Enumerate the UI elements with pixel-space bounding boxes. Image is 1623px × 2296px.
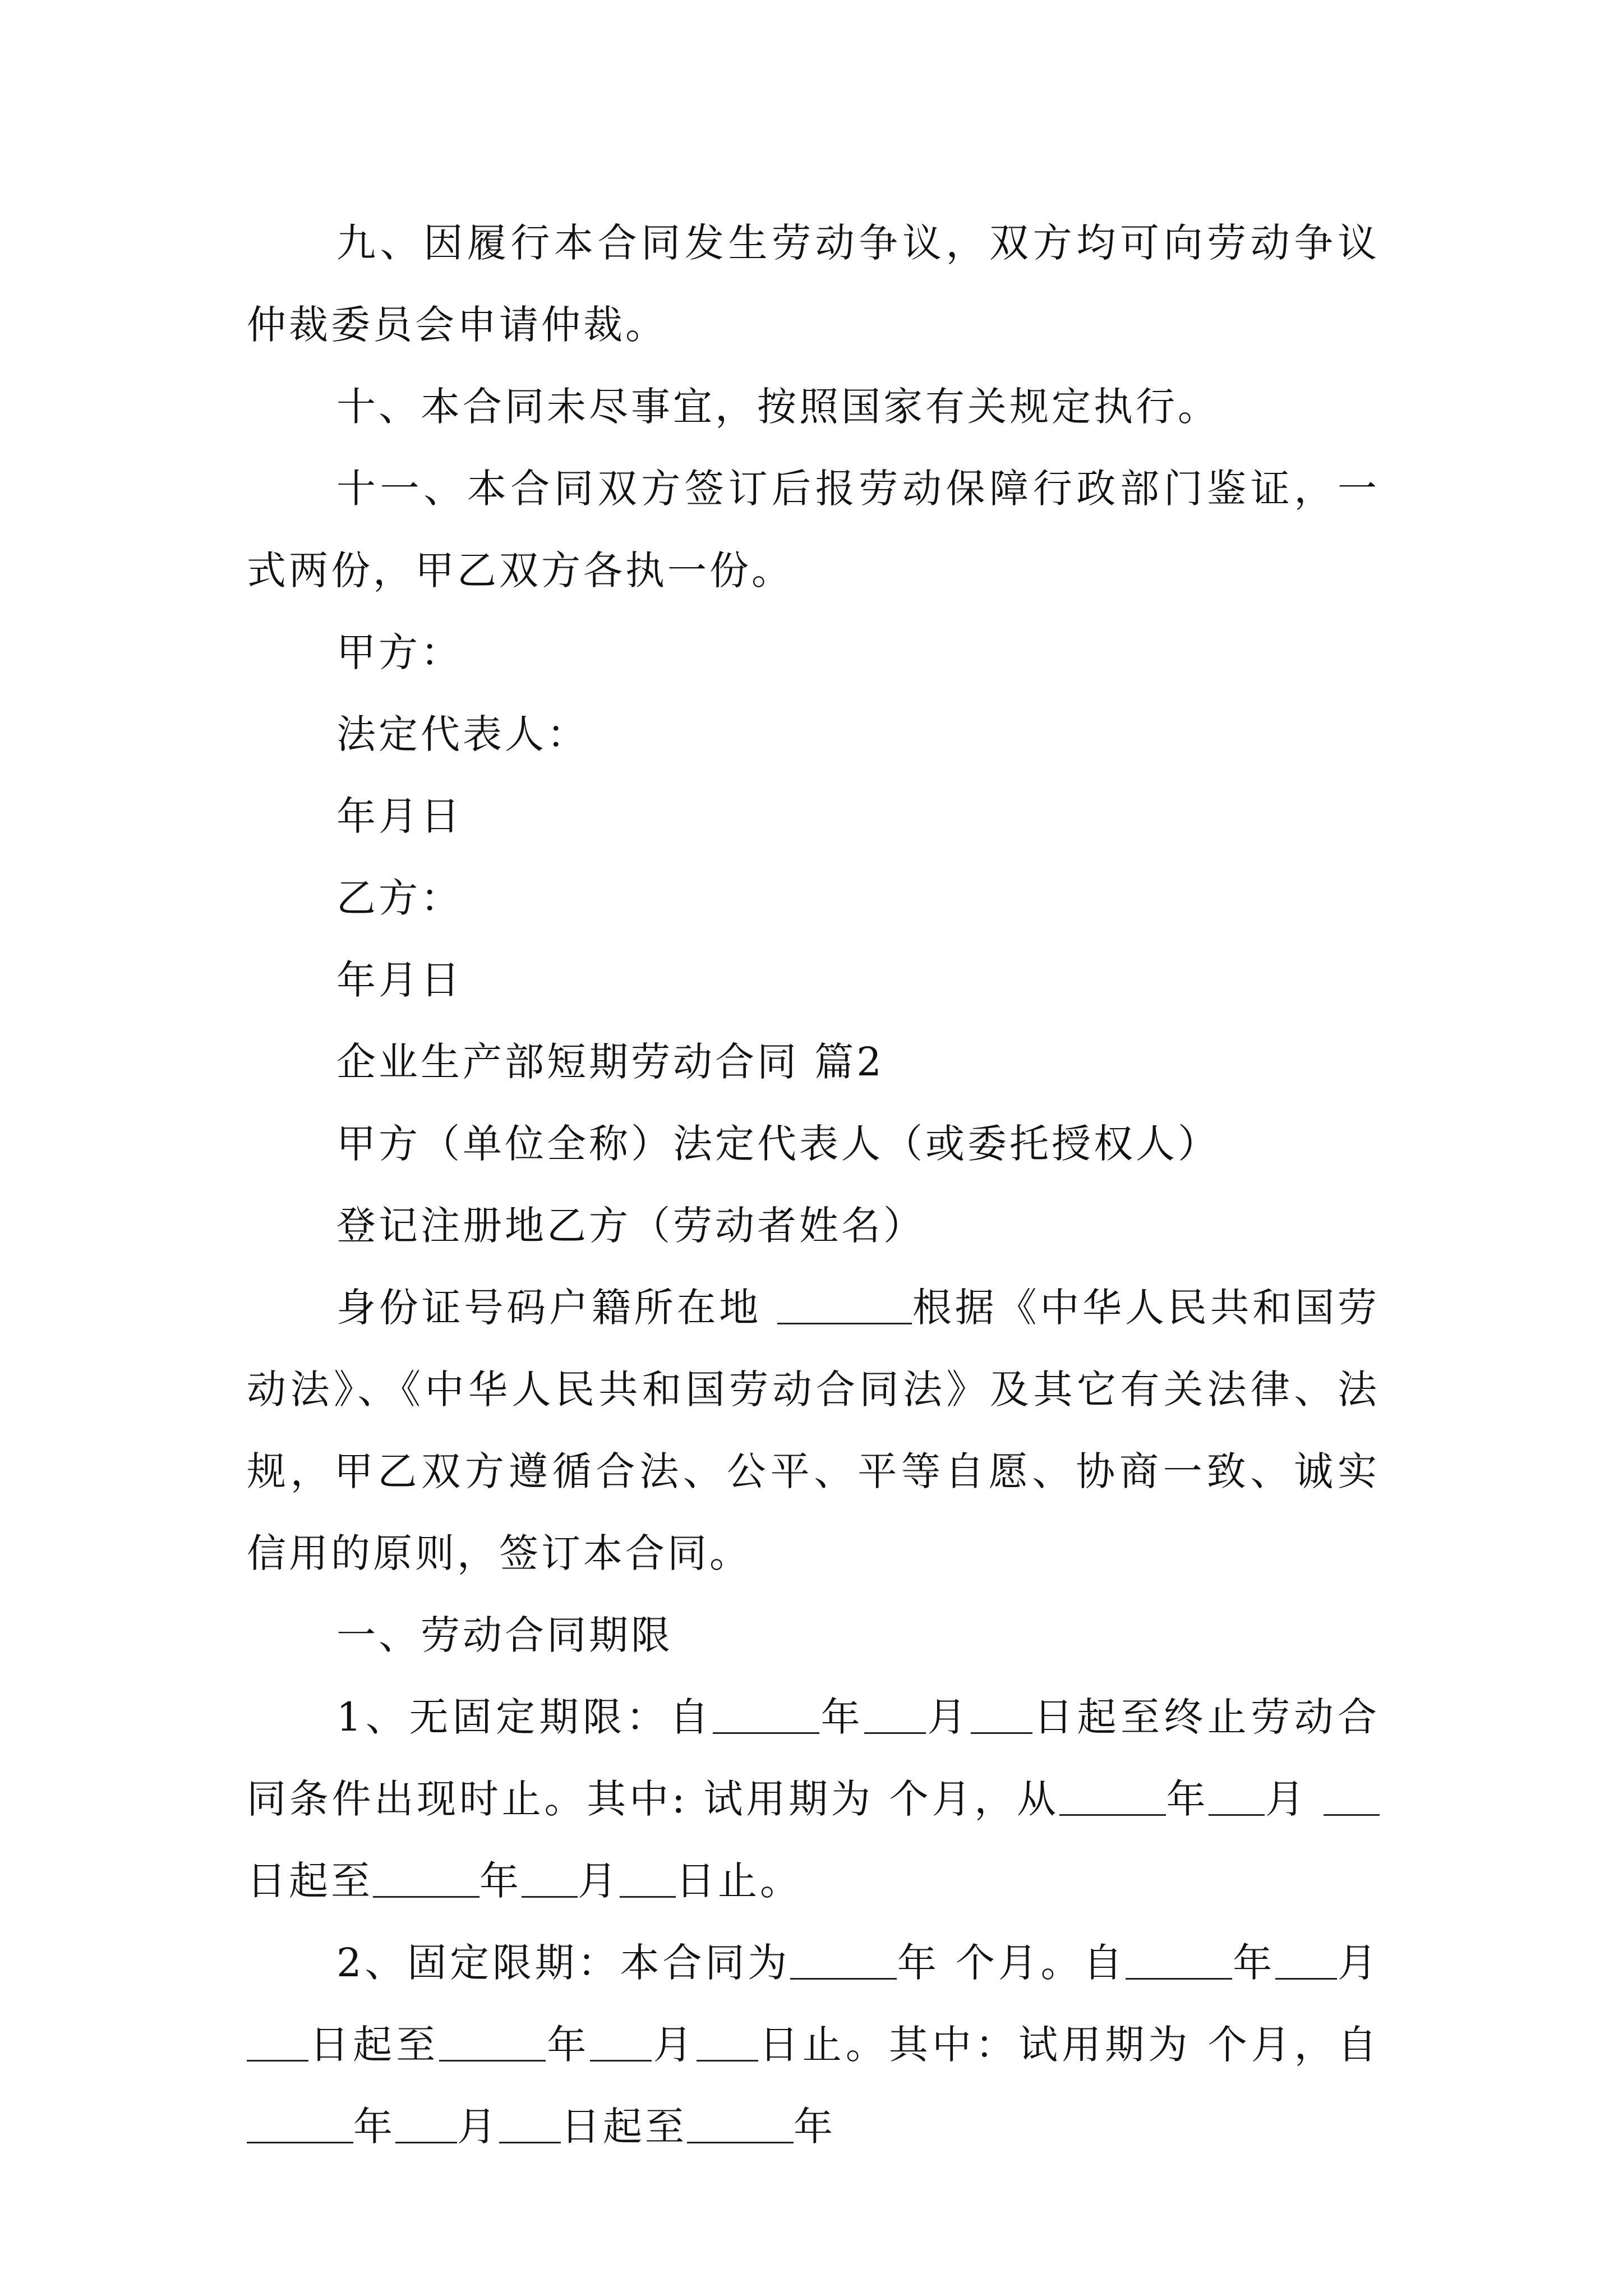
party-b-label: 乙方：: [336, 875, 463, 921]
term-text: 年: [794, 2104, 836, 2150]
party-b-info: 登记注册地乙方（劳动者姓名）: [336, 1203, 925, 1249]
clause-10-unspecified-matters: [247, 366, 1380, 448]
day-blank: [971, 1699, 1032, 1734]
day-blank: [697, 2026, 758, 2062]
year-blank: [687, 2108, 794, 2143]
year-blank: [1126, 1944, 1232, 1980]
month-blank: [864, 1699, 926, 1734]
year-blank: [439, 2026, 546, 2062]
term-text: 日起至: [561, 2104, 687, 2150]
day-blank: [1324, 1780, 1380, 1816]
term-text: 月: [925, 1694, 971, 1740]
party-a-signature-label: [247, 611, 1380, 693]
year-blank: [713, 1699, 819, 1734]
term-text: 日起至: [247, 1858, 373, 1904]
legal-representative-label: [247, 693, 1380, 775]
month-blank: [522, 1862, 578, 1898]
term-text: 1、无固定期限：自: [336, 1694, 713, 1740]
date-label: 年月日: [336, 957, 463, 1003]
month-blank: [590, 2026, 652, 2062]
contract-page: [247, 202, 1380, 2168]
date-label: 年月日: [336, 793, 463, 839]
term-text: 年: [819, 1694, 864, 1740]
term-text: 月: [457, 2104, 499, 2150]
term-text: 日止。其中：试用期为 个月，自: [758, 2022, 1380, 2068]
term-text: 月: [1337, 1940, 1380, 1986]
registration-party-b-line: [247, 1185, 1380, 1267]
preamble-paragraph: [247, 1267, 1380, 1594]
party-a-label: 甲方：: [336, 629, 463, 675]
legal-rep-label: 法定代表人：: [336, 711, 589, 757]
year-blank: [1059, 1780, 1166, 1816]
term-text: 年: [353, 2104, 395, 2150]
section-1-contract-term: [247, 1594, 1380, 1676]
party-b-date-label: [247, 939, 1380, 1021]
term-text: 年 个月。自: [897, 1940, 1126, 1986]
year-blank: [247, 2108, 353, 2143]
id-residence-label: 身份证号码户籍所在地: [336, 1285, 778, 1331]
party-b-signature-label: [247, 857, 1380, 939]
term-text: 日起至终止劳动合同条件出现时止。其中: 试用期为 个月，从: [247, 1694, 1380, 1822]
residence-blank: [777, 1289, 912, 1324]
section-heading-contract-2: [247, 1021, 1380, 1103]
preamble-text: 根据《中华人民共和国劳动法》、《中华人民共和国劳动合同法》及其它有关法律、法规，甲乙双方遵循合法、公平、平等自愿、协商一致、诚实信用的原则，签订本合同。: [247, 1285, 1380, 1576]
term-text: 月: [1265, 1776, 1324, 1822]
duration-blank: [790, 1944, 897, 1980]
year-blank: [373, 1862, 479, 1898]
day-blank: [620, 1862, 676, 1898]
term-text: 日起至: [308, 2022, 440, 2068]
party-a-info: 甲方（单位全称）法定代表人（或委托授权人）: [336, 1121, 1220, 1167]
term-text: 年: [546, 2022, 591, 2068]
month-blank: [395, 2108, 457, 2143]
day-blank: [499, 2108, 561, 2143]
clause-11-copies: [247, 448, 1380, 611]
term-text: 2、固定限期：本合同为: [336, 1940, 791, 1986]
term-text: 年: [479, 1858, 522, 1904]
term-text: 年: [1165, 1776, 1209, 1822]
day-blank: [247, 2026, 308, 2062]
party-a-info-line: [247, 1103, 1380, 1185]
clause-text: 十、本合同未尽事宜，按照国家有关规定执行。: [336, 384, 1220, 430]
term-text: 日止。: [676, 1858, 802, 1904]
section-title: 企业生产部短期劳动合同 篇2: [336, 1039, 884, 1085]
term-text: 月: [578, 1858, 620, 1904]
month-blank: [1209, 1780, 1265, 1816]
clause-text: 九、因履行本合同发生劳动争议，双方均可向劳动争议仲裁委员会申请仲裁。: [247, 220, 1380, 348]
party-a-date-label: [247, 775, 1380, 857]
month-blank: [1275, 1944, 1337, 1980]
clause-text: 十一、本合同双方签订后报劳动保障行政部门鉴证，一式两份，甲乙双方各执一份。: [247, 466, 1380, 593]
clause-9-dispute-arbitration: [247, 202, 1380, 366]
term-text: 年: [1232, 1940, 1276, 1986]
term-fixed: [247, 1922, 1380, 2168]
term-text: 月: [652, 2022, 697, 2068]
term-open-ended: [247, 1676, 1380, 1922]
section-heading: 一、劳动合同期限: [336, 1612, 673, 1658]
